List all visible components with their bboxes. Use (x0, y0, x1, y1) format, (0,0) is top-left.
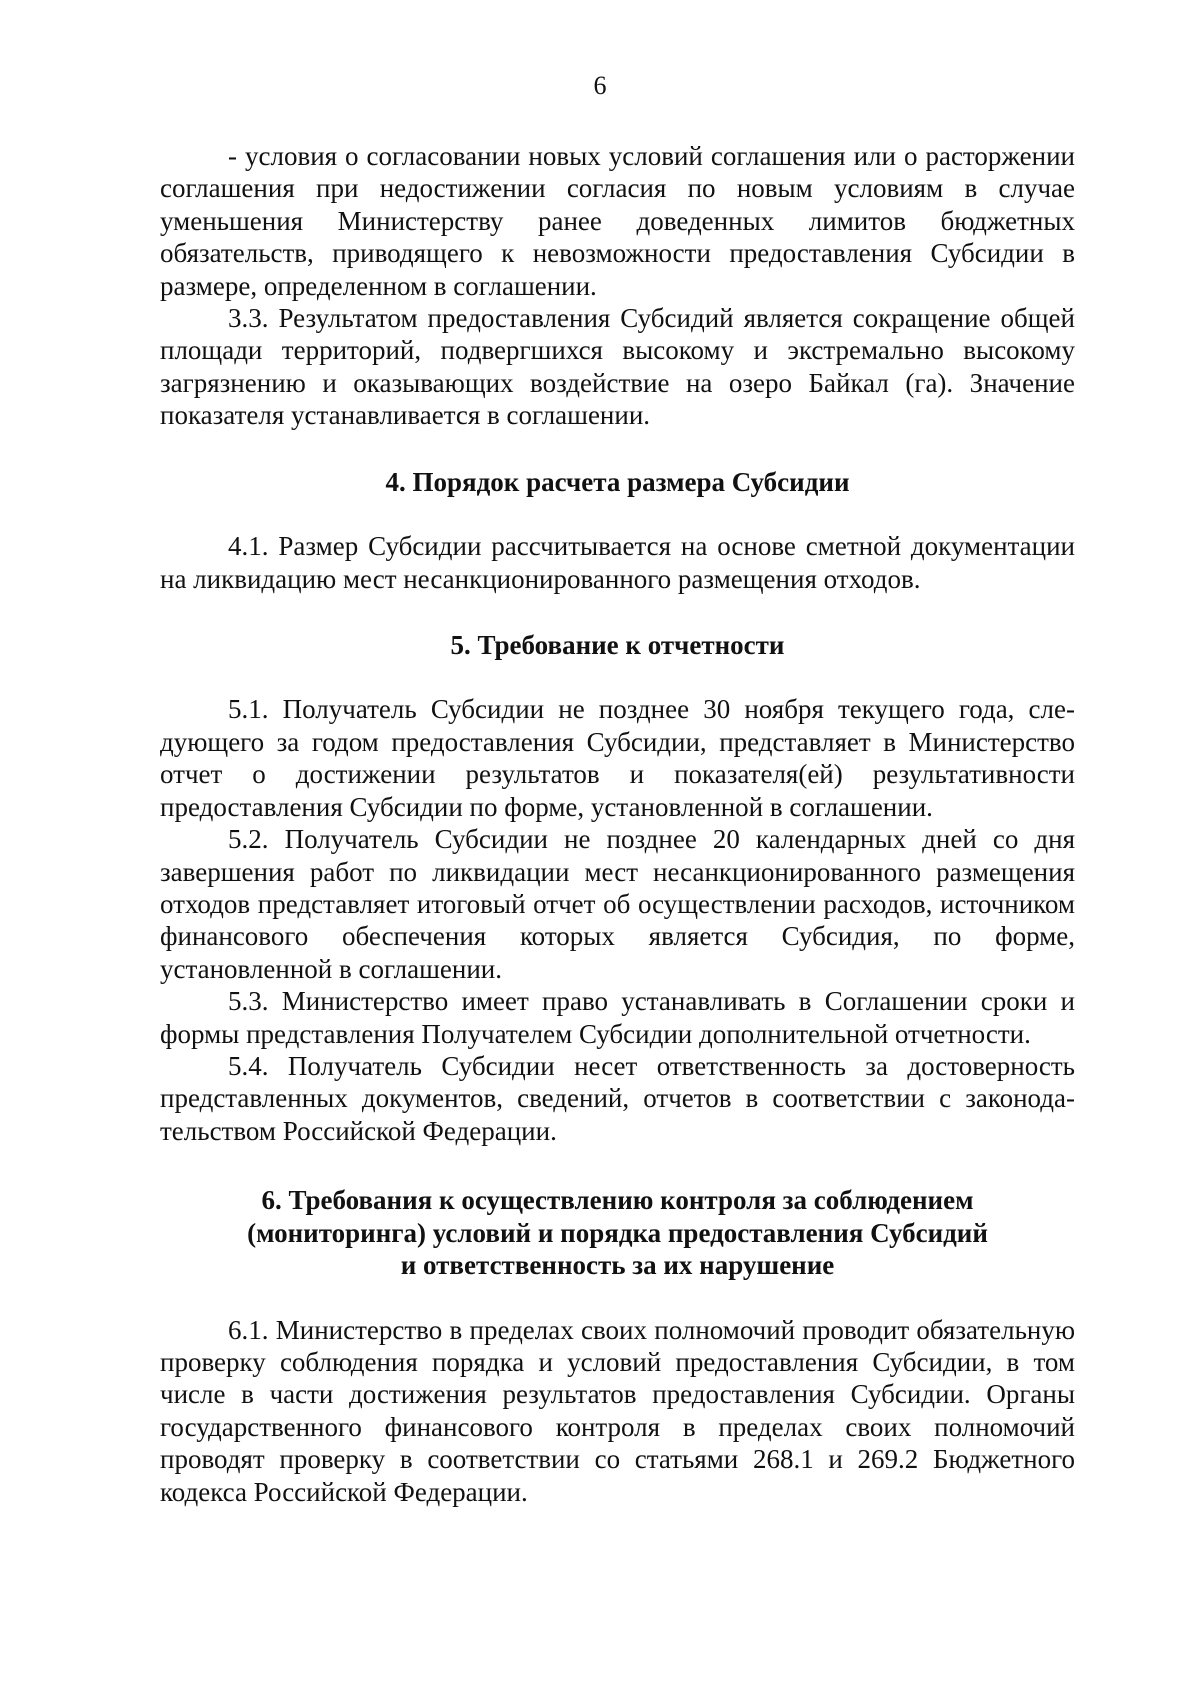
section-heading-6-line-2: (мониторинга) условий и порядка предоставления Субсидий (247, 1217, 988, 1248)
section-heading-6 (160, 1184, 1075, 1282)
document-body (160, 140, 1075, 1508)
section-heading-5: 5. Требование к отчетности (450, 629, 785, 660)
section-heading-6-line-3: и ответственность за их нарушение (400, 1250, 835, 1281)
section-heading-6-line-1: 6. Требования к осуществлению контроля за соблюдением (261, 1185, 974, 1216)
page-number: 6 (593, 71, 607, 100)
paragraph-4-1: 4.1. Размер Субсидии рассчитывается на основе сметной документации на ликвидацию мест несанкционированного размещения отходов. (160, 531, 1075, 594)
paragraph-3-3: 3.3. Результатом предоставления Субсидий является сокращение общей площади территорий, подвергшихся высокому и экстремально высокому загрязнению и оказывающих воздействие на озеро Байкал (га). Значение показателя устанавливается в соглашении. (160, 303, 1075, 431)
paragraph-5-1: 5.1. Получатель Субсидии не позднее 30 ноября текущего года, следующего за годом предоставления Субсидии, представляет в Министерство отчет о достижении результатов и показателя(ей) результативности предоставления Субсидии по форме, установленной в соглашении. (160, 694, 1075, 822)
section-heading-4: 4. Порядок расчета размера Субсидии (385, 466, 850, 497)
paragraph-5-4: 5.4. Получатель Субсидии несет ответственность за достоверность представленных документов, сведений, отчетов в соответствии с законодательством Российской Федерации. (160, 1050, 1075, 1146)
paragraph-conditions-termination: - условия о согласовании новых условий соглашения или о расторжении соглашения при недостижении согласия по новым условиям в случае уменьшения Министерству ранее доведенных лимитов бюджетных обязательств, приводящего к невозможности предоставления Субсидии в размере, определенном в соглашении. (160, 141, 1075, 301)
paragraph-5-3: 5.3. Министерство имеет право устанавливать в Соглашении сроки и формы представления Получателем Субсидии дополнительной отчетности. (160, 986, 1075, 1049)
paragraph-6-1: 6.1. Министерство в пределах своих полномочий проводит обязательную проверку соблюдения порядка и условий предоставления Субсидии, в том числе в части достижения результатов предоставления Субсидии. Органы государственного финансового контроля в пределах своих полномочий проводят проверку в соответствии со статьями 268.1 и 269.2 Бюджетного кодекса Российской Федерации. (160, 1314, 1075, 1507)
paragraph-5-2: 5.2. Получатель Субсидии не позднее 20 календарных дней со дня завершения работ по ликвидации мест несанкционированного размещения отходов представляет итоговый отчет об осуществлении расходов, источником финансового обеспечения которых является Субсидия, по форме, установленной в соглашении. (160, 824, 1075, 984)
